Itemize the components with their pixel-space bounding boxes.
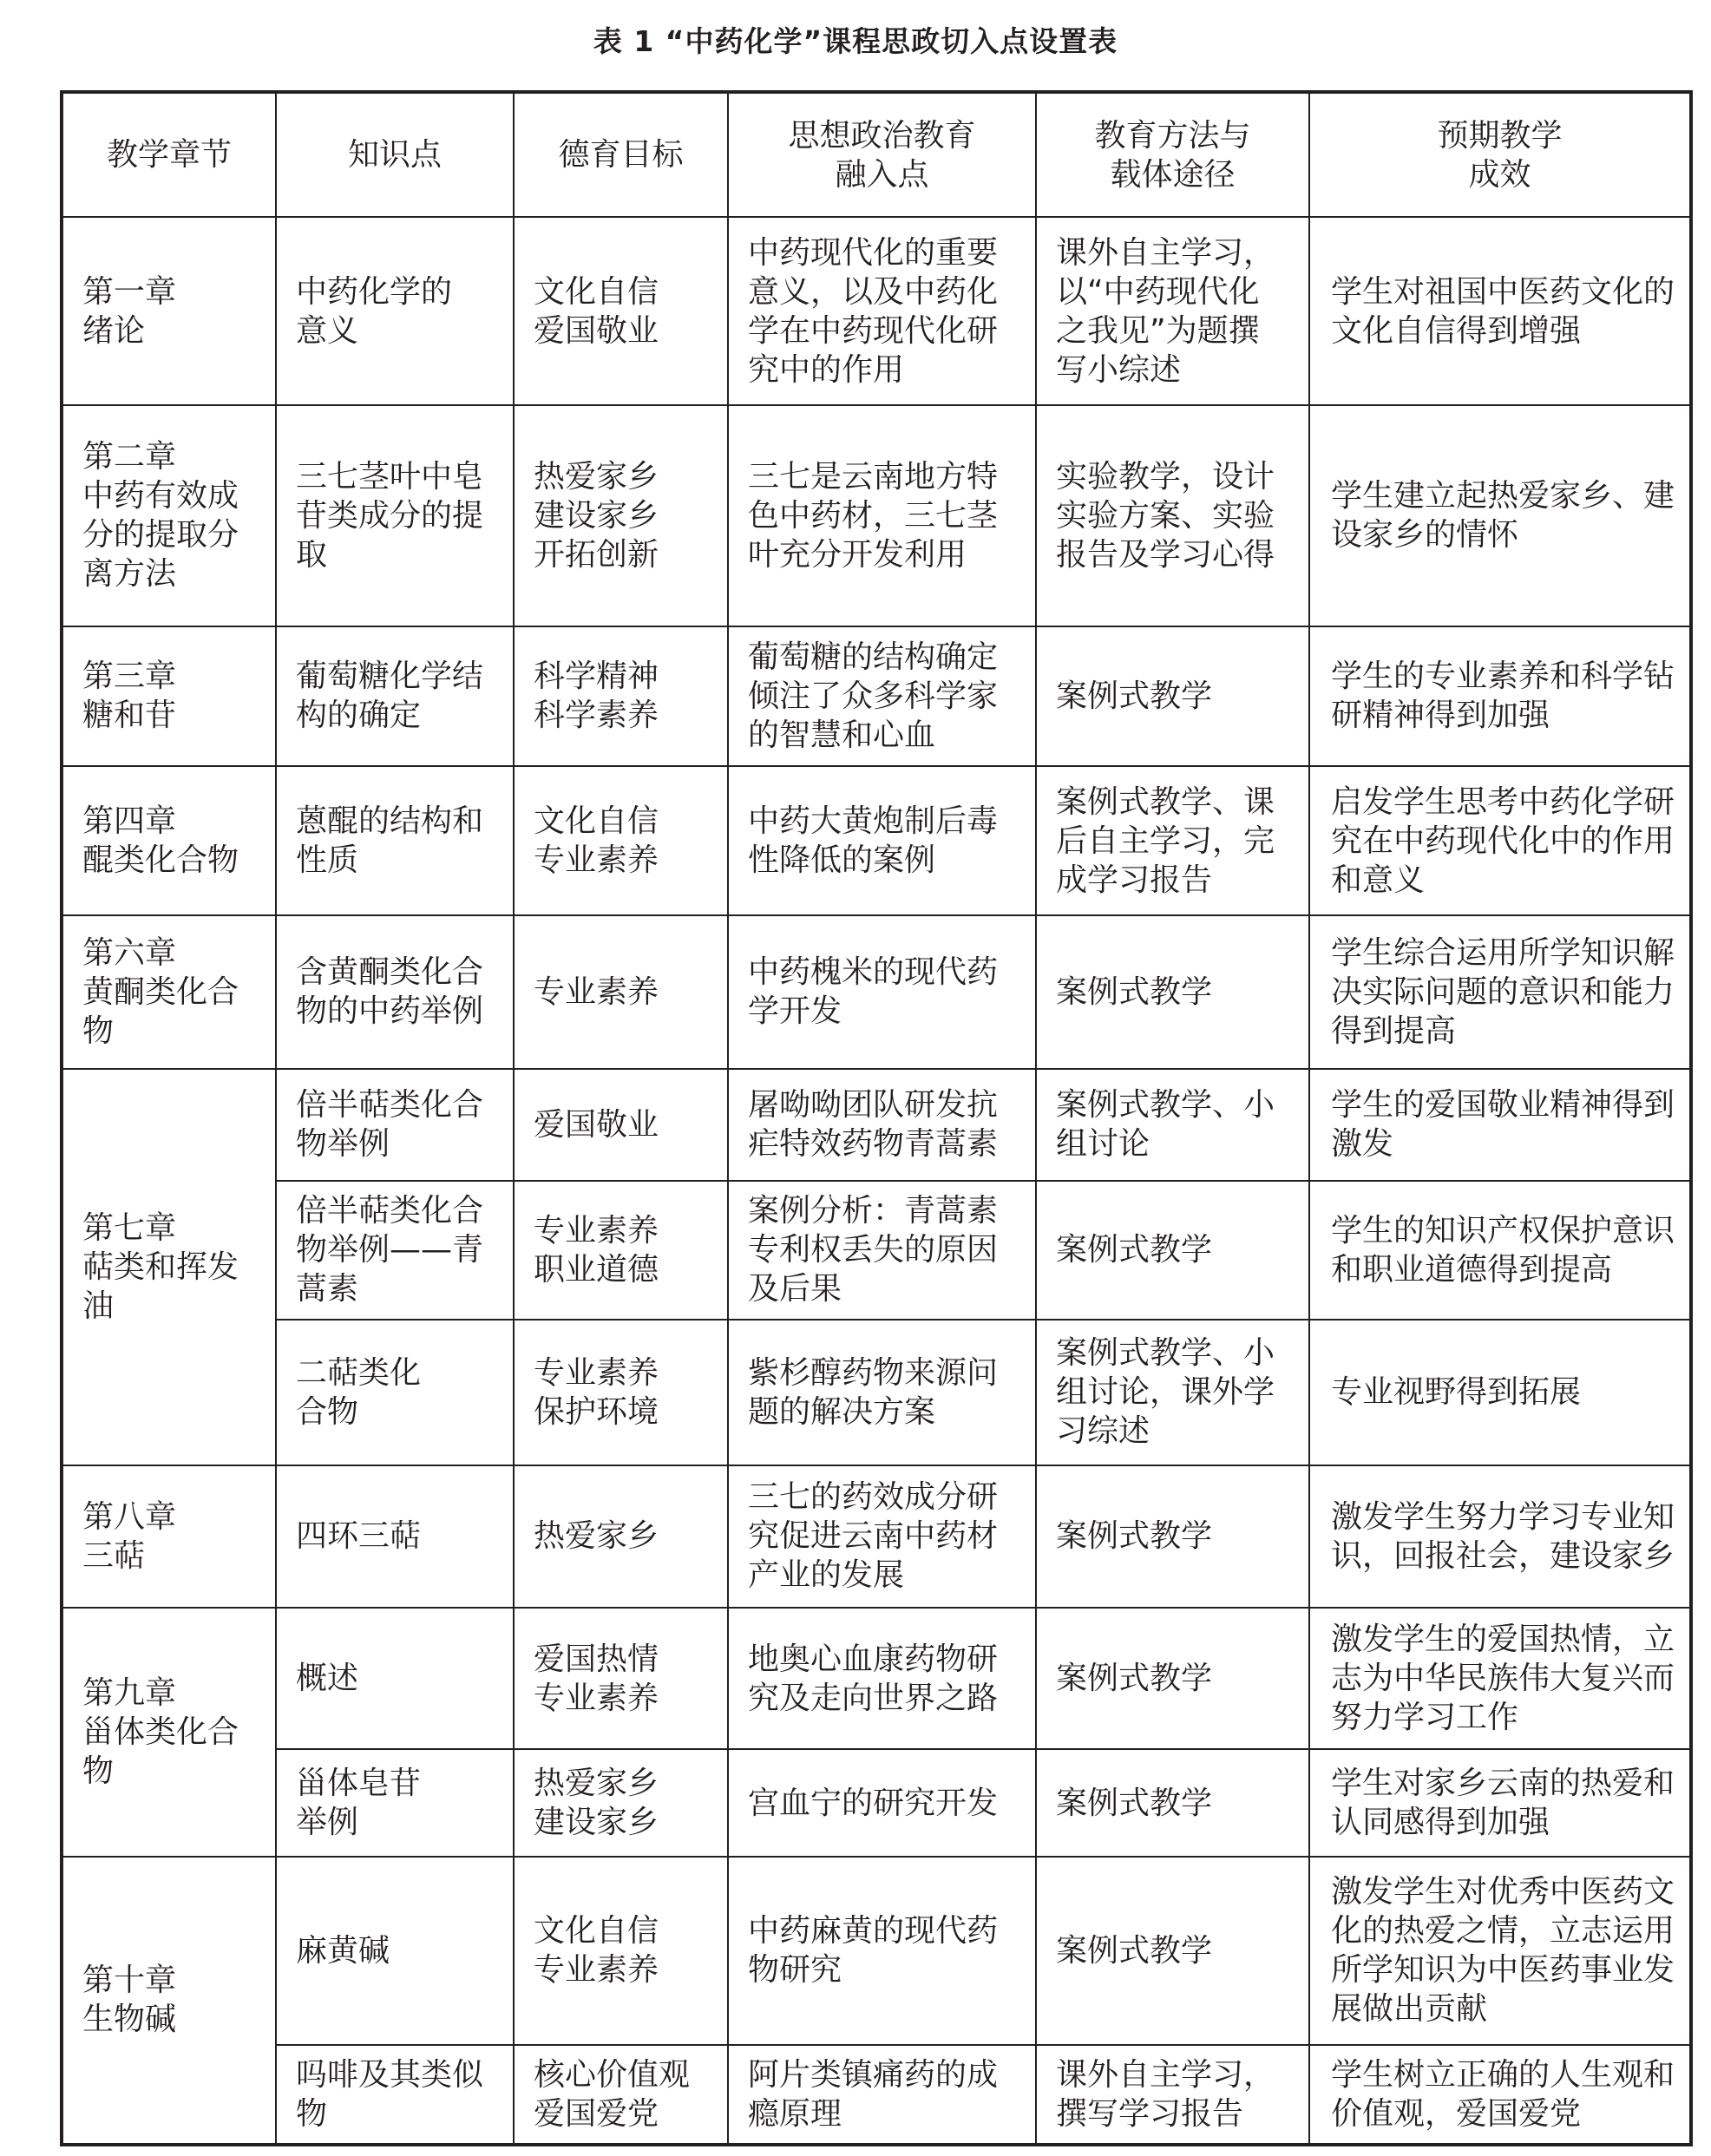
method-cell: 案例式教学 xyxy=(1036,1749,1309,1856)
knowledge-point-cell: 葡萄糖化学结构的确定 xyxy=(276,626,514,767)
moral-goal-cell: 文化自信 爱国敬业 xyxy=(514,217,728,405)
entry-point-cell: 三七是云南地方特色中药材，三七茎叶充分开发利用 xyxy=(728,405,1036,626)
chapter-cell: 第四章 醌类化合物 xyxy=(62,766,276,915)
header-knowledge-point: 知识点 xyxy=(276,92,514,217)
table-row xyxy=(62,2045,1691,2145)
expected-result-cell: 激发学生的爱国热情，立志为中华民族伟大复兴而努力学习工作 xyxy=(1309,1608,1691,1750)
knowledge-point-cell: 含黄酮类化合物的中药举例 xyxy=(276,915,514,1069)
moral-goal-cell: 核心价值观 爱国爱党 xyxy=(514,2045,728,2145)
knowledge-point-cell: 二萜类化 合物 xyxy=(276,1320,514,1466)
expected-result-cell: 学生的专业素养和科学钻研精神得到加强 xyxy=(1309,626,1691,767)
method-cell: 案例式教学 xyxy=(1036,1181,1309,1320)
course-table xyxy=(60,90,1693,2146)
entry-point-cell: 葡萄糖的结构确定倾注了众多科学家的智慧和心血 xyxy=(728,626,1036,767)
expected-result-cell: 启发学生思考中药化学研究在中药现代化中的作用和意义 xyxy=(1309,766,1691,915)
moral-goal-cell: 爱国热情 专业素养 xyxy=(514,1608,728,1750)
expected-result-cell: 激发学生对优秀中医药文化的热爱之情，立志运用所学知识为中医药事业发展做出贡献 xyxy=(1309,1857,1691,2045)
table-row xyxy=(62,405,1691,626)
chapter-cell: 第八章 三萜 xyxy=(62,1465,276,1608)
moral-goal-cell: 热爱家乡 建设家乡 xyxy=(514,1749,728,1856)
table-row xyxy=(62,1857,1691,2045)
moral-goal-cell: 热爱家乡 xyxy=(514,1465,728,1608)
header-entry-point: 思想政治教育 融入点 xyxy=(728,92,1036,217)
knowledge-point-cell: 概述 xyxy=(276,1608,514,1750)
moral-goal-cell: 文化自信 专业素养 xyxy=(514,1857,728,2045)
expected-result-cell: 学生对家乡云南的热爱和认同感得到加强 xyxy=(1309,1749,1691,1856)
table-row xyxy=(62,1320,1691,1466)
knowledge-point-cell: 麻黄碱 xyxy=(276,1857,514,2045)
table-row xyxy=(62,626,1691,767)
entry-point-cell: 紫杉醇药物来源问题的解决方案 xyxy=(728,1320,1036,1466)
moral-goal-cell: 爱国敬业 xyxy=(514,1069,728,1181)
method-cell: 课外自主学习，撰写学习报告 xyxy=(1036,2045,1309,2145)
method-cell: 案例式教学 xyxy=(1036,915,1309,1069)
knowledge-point-cell: 三七茎叶中皂苷类成分的提取 xyxy=(276,405,514,626)
knowledge-point-cell: 四环三萜 xyxy=(276,1465,514,1608)
chapter-cell: 第七章 萜类和挥发油 xyxy=(62,1069,276,1466)
knowledge-point-cell: 甾体皂苷 举例 xyxy=(276,1749,514,1856)
expected-result-cell: 学生的爱国敬业精神得到激发 xyxy=(1309,1069,1691,1181)
entry-point-cell: 中药大黄炮制后毒性降低的案例 xyxy=(728,766,1036,915)
method-cell: 案例式教学 xyxy=(1036,1465,1309,1608)
knowledge-point-cell: 吗啡及其类似物 xyxy=(276,2045,514,2145)
chapter-cell: 第二章 中药有效成分的提取分离方法 xyxy=(62,405,276,626)
method-cell: 课外自主学习，以“中药现代化之我见”为题撰写小综述 xyxy=(1036,217,1309,405)
entry-point-cell: 屠呦呦团队研发抗疟特效药物青蒿素 xyxy=(728,1069,1036,1181)
entry-point-cell: 三七的药效成分研究促进云南中药材产业的发展 xyxy=(728,1465,1036,1608)
table-row xyxy=(62,217,1691,405)
method-cell: 案例式教学 xyxy=(1036,1608,1309,1750)
table-row xyxy=(62,1069,1691,1181)
method-cell: 案例式教学 xyxy=(1036,626,1309,767)
entry-point-cell: 宫血宁的研究开发 xyxy=(728,1749,1036,1856)
moral-goal-cell: 科学精神 科学素养 xyxy=(514,626,728,767)
entry-point-cell: 中药槐米的现代药学开发 xyxy=(728,915,1036,1069)
header-row xyxy=(62,92,1691,217)
expected-result-cell: 学生树立正确的人生观和价值观，爱国爱党 xyxy=(1309,2045,1691,2145)
header-method: 教育方法与 载体途径 xyxy=(1036,92,1309,217)
chapter-cell: 第三章 糖和苷 xyxy=(62,626,276,767)
moral-goal-cell: 专业素养 保护环境 xyxy=(514,1320,728,1466)
table-row xyxy=(62,1608,1691,1750)
entry-point-cell: 中药麻黄的现代药物研究 xyxy=(728,1857,1036,2045)
entry-point-cell: 地奥心血康药物研究及走向世界之路 xyxy=(728,1608,1036,1750)
knowledge-point-cell: 中药化学的 意义 xyxy=(276,217,514,405)
table-row xyxy=(62,1181,1691,1320)
expected-result-cell: 学生对祖国中医药文化的文化自信得到增强 xyxy=(1309,217,1691,405)
knowledge-point-cell: 倍半萜类化合物举例——青蒿素 xyxy=(276,1181,514,1320)
knowledge-point-cell: 蒽醌的结构和性质 xyxy=(276,766,514,915)
expected-result-cell: 专业视野得到拓展 xyxy=(1309,1320,1691,1466)
table-row xyxy=(62,1465,1691,1608)
entry-point-cell: 中药现代化的重要意义，以及中药化学在中药现代化研究中的作用 xyxy=(728,217,1036,405)
expected-result-cell: 激发学生努力学习专业知识，回报社会，建设家乡 xyxy=(1309,1465,1691,1608)
method-cell: 案例式教学 xyxy=(1036,1857,1309,2045)
entry-point-cell: 阿片类镇痛药的成瘾原理 xyxy=(728,2045,1036,2145)
knowledge-point-cell: 倍半萜类化合物举例 xyxy=(276,1069,514,1181)
expected-result-cell: 学生建立起热爱家乡、建设家乡的情怀 xyxy=(1309,405,1691,626)
table-row xyxy=(62,766,1691,915)
chapter-cell: 第六章 黄酮类化合物 xyxy=(62,915,276,1069)
header-chapter: 教学章节 xyxy=(62,92,276,217)
moral-goal-cell: 专业素养 xyxy=(514,915,728,1069)
method-cell: 案例式教学、课后自主学习，完成学习报告 xyxy=(1036,766,1309,915)
method-cell: 案例式教学、小组讨论 xyxy=(1036,1069,1309,1181)
table-row xyxy=(62,1749,1691,1856)
entry-point-cell: 案例分析：青蒿素专利权丢失的原因及后果 xyxy=(728,1181,1036,1320)
method-cell: 实验教学，设计实验方案、实验报告及学习心得 xyxy=(1036,405,1309,626)
expected-result-cell: 学生综合运用所学知识解决实际问题的意识和能力得到提高 xyxy=(1309,915,1691,1069)
moral-goal-cell: 专业素养 职业道德 xyxy=(514,1181,728,1320)
header-moral-goal: 德育目标 xyxy=(514,92,728,217)
chapter-cell: 第九章 甾体类化合物 xyxy=(62,1608,276,1857)
method-cell: 案例式教学、小组讨论，课外学习综述 xyxy=(1036,1320,1309,1466)
table-row xyxy=(62,915,1691,1069)
header-expected-result: 预期教学 成效 xyxy=(1309,92,1691,217)
chapter-cell: 第一章 绪论 xyxy=(62,217,276,405)
chapter-cell: 第十章 生物碱 xyxy=(62,1857,276,2145)
table-caption: 表 1 “中药化学”课程思政切入点设置表 xyxy=(593,24,1118,58)
expected-result-cell: 学生的知识产权保护意识和职业道德得到提高 xyxy=(1309,1181,1691,1320)
moral-goal-cell: 热爱家乡 建设家乡 开拓创新 xyxy=(514,405,728,626)
moral-goal-cell: 文化自信 专业素养 xyxy=(514,766,728,915)
